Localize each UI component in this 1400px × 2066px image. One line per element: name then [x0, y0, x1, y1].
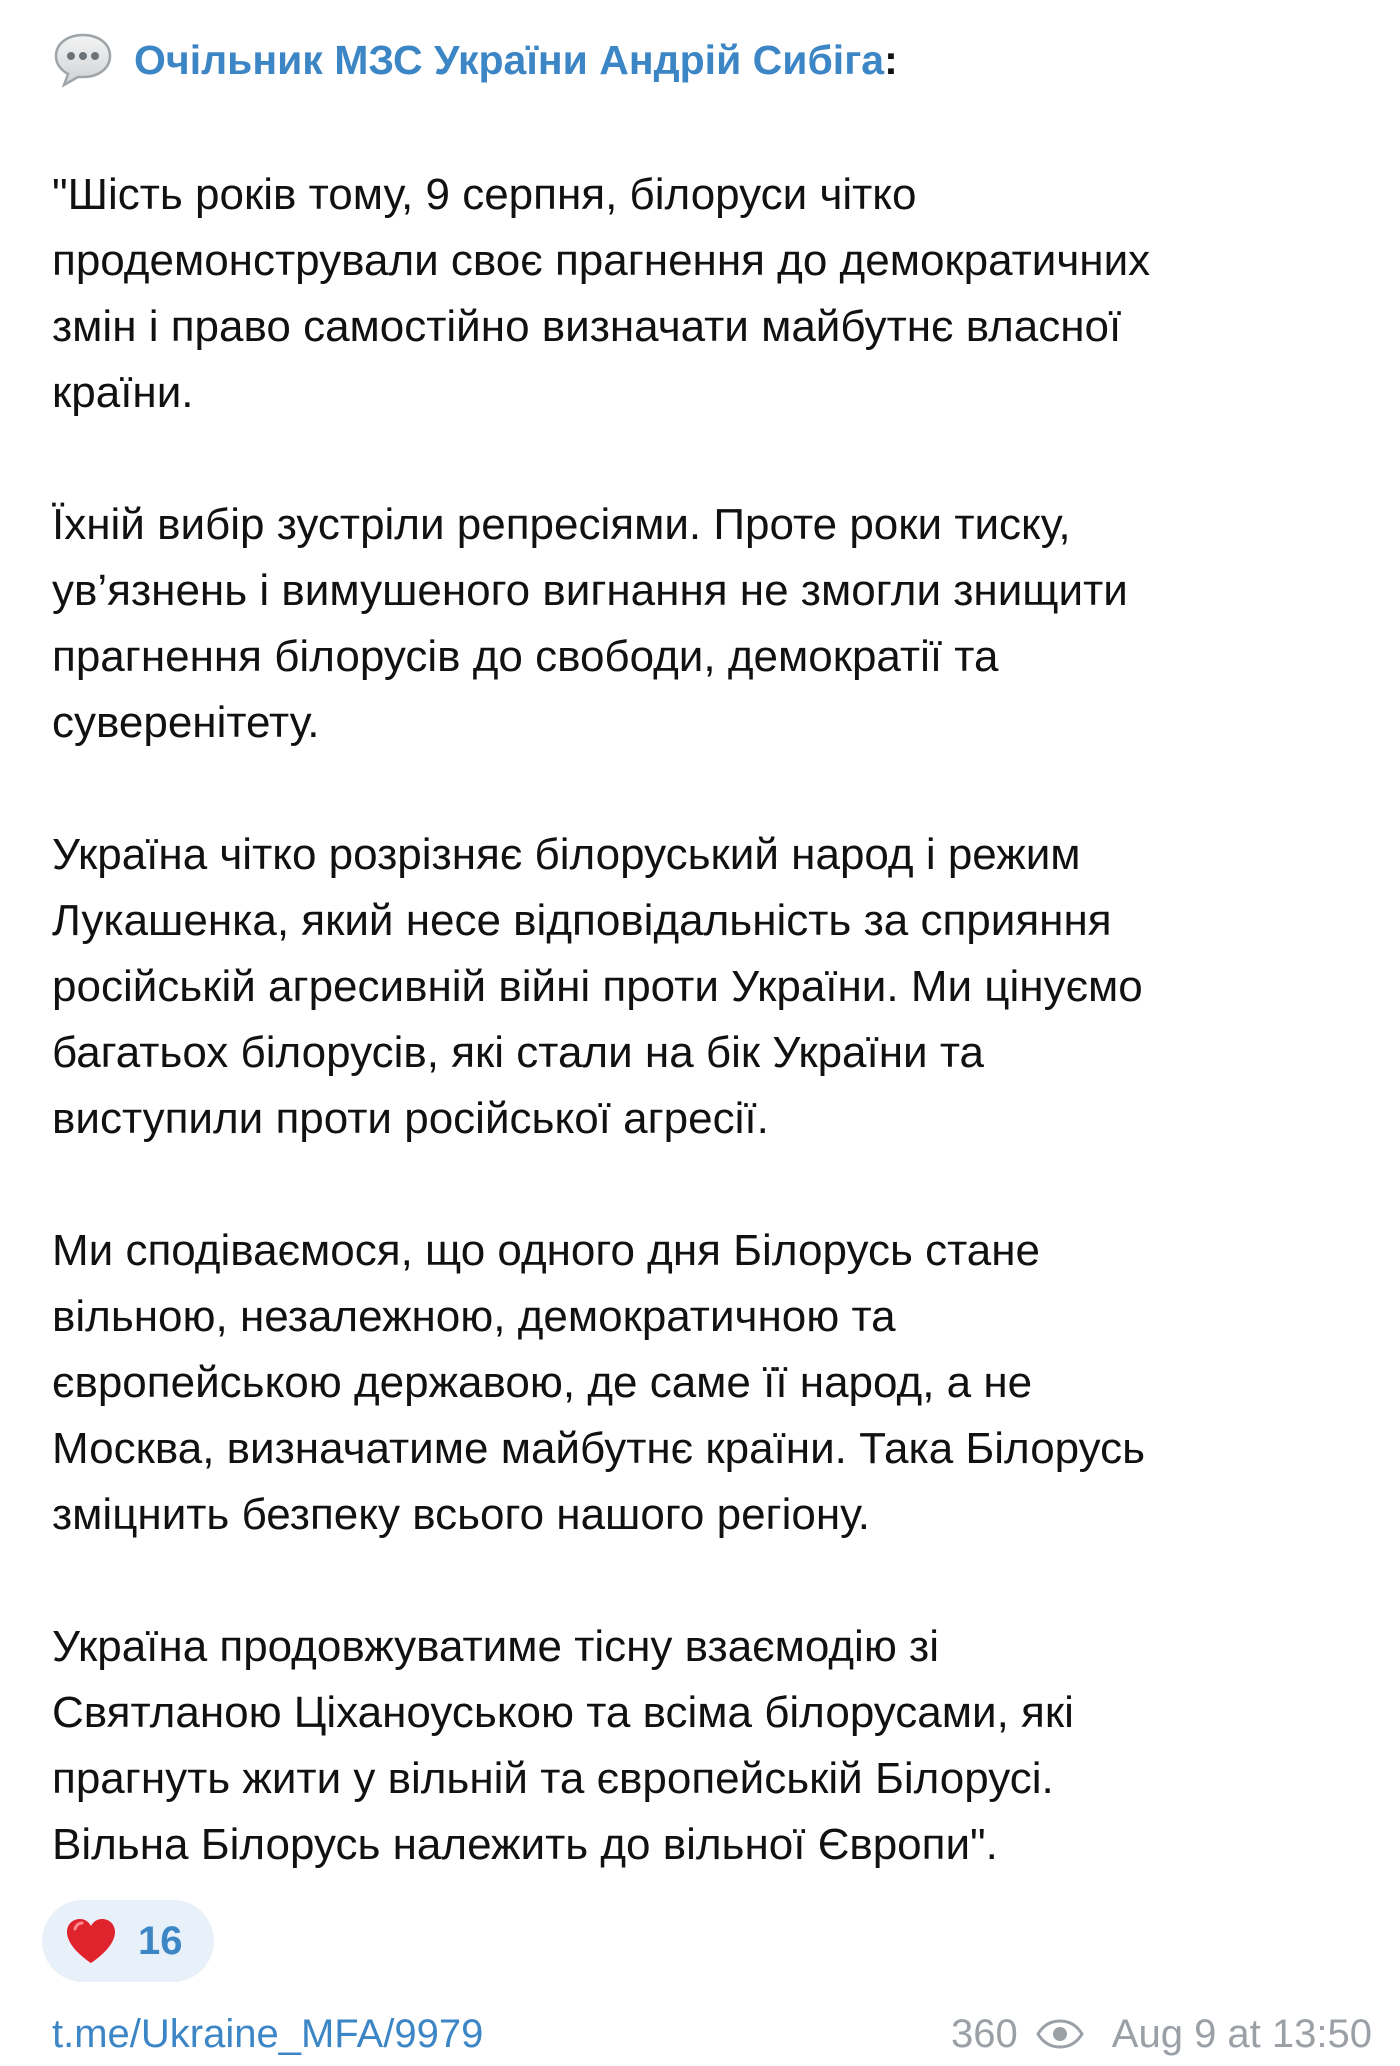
text-line: багатьох білорусів, які стали на бік України та	[52, 1028, 984, 1077]
text-line: вільною, незалежною, демократичною та	[52, 1292, 896, 1341]
author-colon: :	[884, 37, 898, 83]
post-timestamp: Aug 9 at 13:50	[1111, 2011, 1372, 2056]
paragraph-5	[52, 1614, 1362, 1878]
text-line: зміцнить безпеку всього нашого регіону.	[52, 1490, 870, 1539]
text-line: Україна продовжуватиме тісну взаємодію зі	[52, 1622, 940, 1671]
text-line: прагнення білорусів до свободи, демократії та	[52, 632, 999, 681]
text-line: ув’язнень і вимушеного вигнання не змогли знищити	[52, 566, 1128, 615]
text-line: Лукашенка, який несе відповідальність за сприяння	[52, 896, 1112, 945]
text-line: країни.	[52, 368, 194, 417]
heart-reaction-button[interactable]	[42, 1900, 214, 1982]
paragraph-1	[52, 162, 1362, 426]
text-line: Ми сподіваємося, що одного дня Білорусь стане	[52, 1226, 1041, 1275]
post-link[interactable]: t.me/Ukraine_MFA/9979	[52, 2012, 484, 2056]
post-body	[52, 162, 1362, 1878]
text-line: Москва, визначатиме майбутнє країни. Така Білорусь	[52, 1424, 1146, 1473]
text-line: прагнуть жити у вільній та європейській Білорусі.	[52, 1754, 1054, 1803]
paragraph-3	[52, 822, 1362, 1152]
paragraph-4	[52, 1218, 1362, 1548]
text-line: виступили проти російської агресії.	[52, 1094, 769, 1143]
eye-icon	[1036, 2019, 1084, 2049]
text-line: Їхній вибір зустріли репресіями. Проте роки тиску,	[52, 500, 1071, 549]
paragraph-2	[52, 492, 1362, 756]
text-line: змін і право самостійно визначати майбутнє власної	[52, 302, 1122, 351]
text-line: Україна чітко розрізняє білоруський народ і режим	[52, 830, 1081, 879]
views-count: 360	[951, 2011, 1018, 2056]
post-header	[52, 28, 898, 92]
text-line: "Шість років тому, 9 серпня, білоруси чітко	[52, 170, 917, 219]
text-line: Вільна Білорусь належить до вільної Європи".	[52, 1820, 998, 1869]
text-line: європейською державою, де саме її народ, а не	[52, 1358, 1033, 1407]
post-meta	[951, 2006, 1372, 2062]
post-footer	[0, 2006, 1400, 2066]
heart-icon	[64, 1916, 118, 1966]
author-link[interactable]: Очільник МЗС України Андрій Сибіга	[134, 37, 885, 83]
text-line: російській агресивній війні проти України. Ми цінуємо	[52, 962, 1143, 1011]
speech-bubble-icon	[52, 31, 114, 89]
text-line: продемонстрували своє прагнення до демократичних	[52, 236, 1151, 285]
text-line: Святланою Ціханоуською та всіма білорусами, які	[52, 1688, 1074, 1737]
text-line: суверенітету.	[52, 698, 320, 747]
reaction-count: 16	[138, 1918, 183, 1963]
